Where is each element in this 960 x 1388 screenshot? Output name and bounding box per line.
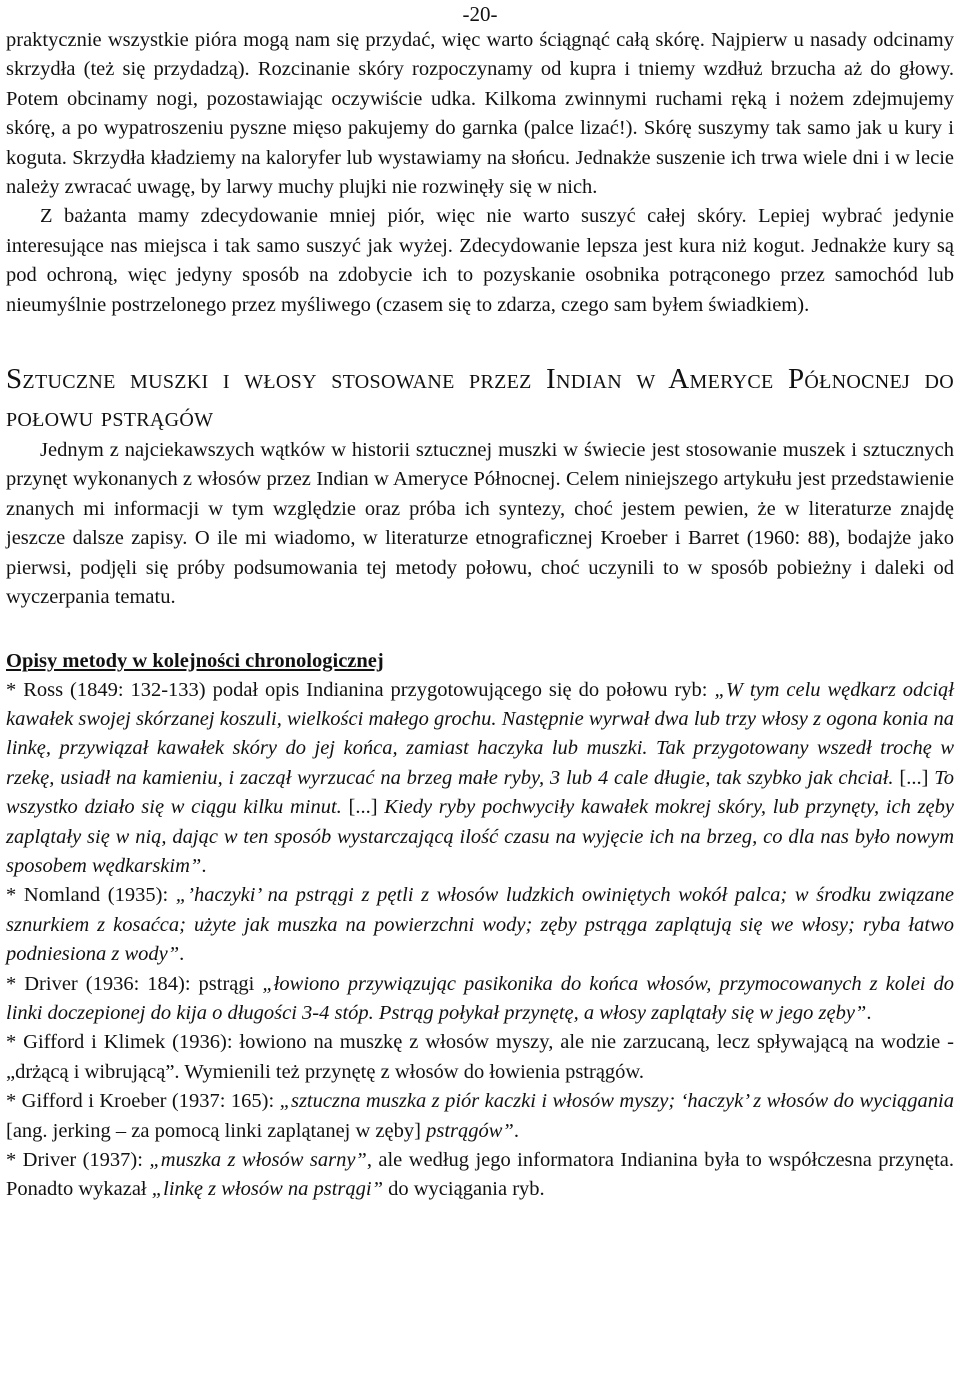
entry-lead: * Ross (1849: 132-133) podał opis Indianina przygotowującego się do połowu ryb: — [6, 678, 715, 701]
entry-quote: „’haczyki’ na pstrągi z pętli z włosów ludzkich owiniętych wokół palca; w środku związane sznurkiem z kosaćca; użyte jak muszka na powierzchni wody; zęby pstrąga zaplątują się we włosy; ryba łatwo podniesiona z wody” — [6, 884, 954, 966]
entry-lead: * Driver (1937): — [6, 1149, 150, 1171]
entry-tail: . — [179, 943, 185, 966]
entry-quote: „sztuczna muszka z piór kaczki i włosów myszy; ‘haczyk’ z włosów do wyciągania — [279, 1090, 954, 1113]
citation-entry — [6, 1146, 954, 1205]
document-page — [6, 0, 954, 1205]
entry-ellipsis: [...] — [341, 796, 385, 819]
article-title: Sztuczne muszki i włosy stosowane przez Indian w Ameryce Północnej do połowu pstrągów — [6, 363, 954, 434]
intro-paragraph-2: Z bażanta mamy zdecydowanie mniej piór, więc nie warto suszyć całej skóry. Lepiej wybrać jedynie interesujące nas miejsca i tak samo suszyć jak wyżej. Zdecydowanie lepsza jest kura niż kogut. Jednakże kury są pod ochroną, więc jedyny sposób na zdobycie ich to pozyskanie osobnika potrąconego przez samochód lub nieumyślnie postrzelonego przez myśliwego (czasem się to zdarza, czego sam byłem świadkiem). — [6, 205, 954, 316]
entry-note: [ang. jerking – za pomocą linki zaplątanej w zęby] — [6, 1119, 427, 1142]
entry-ellipsis: [...] — [893, 766, 935, 789]
page-number: -20- — [462, 2, 498, 26]
entry-tail: do wyciągania ryb. — [383, 1178, 545, 1201]
citation-entry — [6, 881, 954, 969]
entry-lead: * Driver (1936: 184): pstrągi — [6, 972, 263, 995]
entry-quote: „linkę z włosów na pstrągi” — [151, 1178, 383, 1201]
entry-tail: . — [866, 1001, 872, 1024]
entry-text: , ale według jego informatora Indianina była to współczesna przynęta. Ponadto wykazał — [6, 1149, 954, 1201]
citation-entry — [6, 970, 954, 1029]
section-heading: Opisy metody w kolejności chronologicznej — [6, 649, 384, 672]
entry-quote: „łowiono przywiązując pasikonika do końca włosów, przymocowanych z kolei do linki doczepionej do kija o długości 3-4 stóp. Pstrąg połykał przynętę, a włosy zaplątały się w jego zęby” — [6, 972, 954, 1024]
entry-lead: * Gifford i Klimek (1936): łowiono na muszkę z włosów myszy, ale nie zarzucaną, lecz spływającą na wodzie - „drżącą i wibrującą”. Wymienili też przynętę z włosów do łowienia pstrągów. — [6, 1031, 954, 1083]
entry-lead: * Nomland (1935): — [6, 884, 176, 907]
intro-paragraph-1: praktycznie wszystkie pióra mogą nam się przydać, więc warto ściągnąć całą skórę. Najpierw u nasady odcinamy skrzydła (też się przydadzą). Rozcinanie skóry rozpoczynamy od kupra i tniemy wzdłuż brzucha aż do głowy. Potem obcinamy nogi, pozostawiając oczywiście udka. Kilkoma zwinnymi ruchami ręką i nożem zdejmujemy skórę, a po wypatroszeniu pyszne mięso pakujemy do garnka (palce lizać!). Skórę suszymy tak samo jak u kury i koguta. Skrzydła kładziemy na kaloryfer lub wystawiamy na słońcu. Jednakże suszenie ich trwa wiele dni i w lecie należy zwracać uwagę, by larwy muchy plujki nie rozwinęły się w nich. — [6, 29, 954, 199]
citation-entry — [6, 1028, 954, 1087]
entry-lead: * Gifford i Kroeber (1937: 165): — [6, 1090, 280, 1113]
entry-quote: „W tym celu wędkarz odciął kawałek swojej skórzanej koszuli, wielkości małego grochu. Następnie wyrwał dwa lub trzy włosy z ogona konia na linkę, przywiązał kawałek skóry do jej końca, zamiast haczyka lub muszki. Tak przygotowany wszedł trochę w rzekę, usiadł na kamieniu, i zaczął wyrzucać na brzeg małe ryby, 3 lub 4 cale długie, tak szybko jak chciał. — [6, 678, 954, 789]
entry-quote: To wszystko działo się w ciągu kilku minut. — [6, 766, 954, 819]
entry-tail: . — [201, 854, 207, 877]
entry-tail: . — [513, 1119, 519, 1142]
entry-quote: pstrągów” — [426, 1119, 514, 1142]
citation-entry — [6, 676, 954, 882]
entry-quote: „muszka z włosów sarny” — [149, 1149, 367, 1171]
article-intro-paragraph: Jednym z najciekawszych wątków w historii sztucznej muszki w świecie jest stosowanie muszek i sztucznych przynęt wykonanych z włosów przez Indian w Ameryce Północnej. Celem niniejszego artykułu jest przedstawienie znanych mi informacji w tym względzie oraz próba ich syntezy, choć jestem pewien, że w literaturze znajdę jeszcze dalsze zapisy. O ile mi wiadomo, w literaturze etnograficznej Kroeber i Barret (1960: 88), bodajże jako pierwsi, podjęli się próby podsumowania tej metody połowu, choć uczynili to w sposób pobieżny i daleki od wyczerpania tematu. — [6, 439, 954, 609]
entry-quote: Kiedy ryby pochwyciły kawałek mokrej skóry, lub przynęty, ich zęby zaplątały się w nią, dając w ten sposób wystarczającą ilość czasu na wyjęcie ich na brzeg, co dla nas było nowym sposobem wędkarskim” — [6, 796, 954, 877]
citation-entry — [6, 1087, 954, 1146]
